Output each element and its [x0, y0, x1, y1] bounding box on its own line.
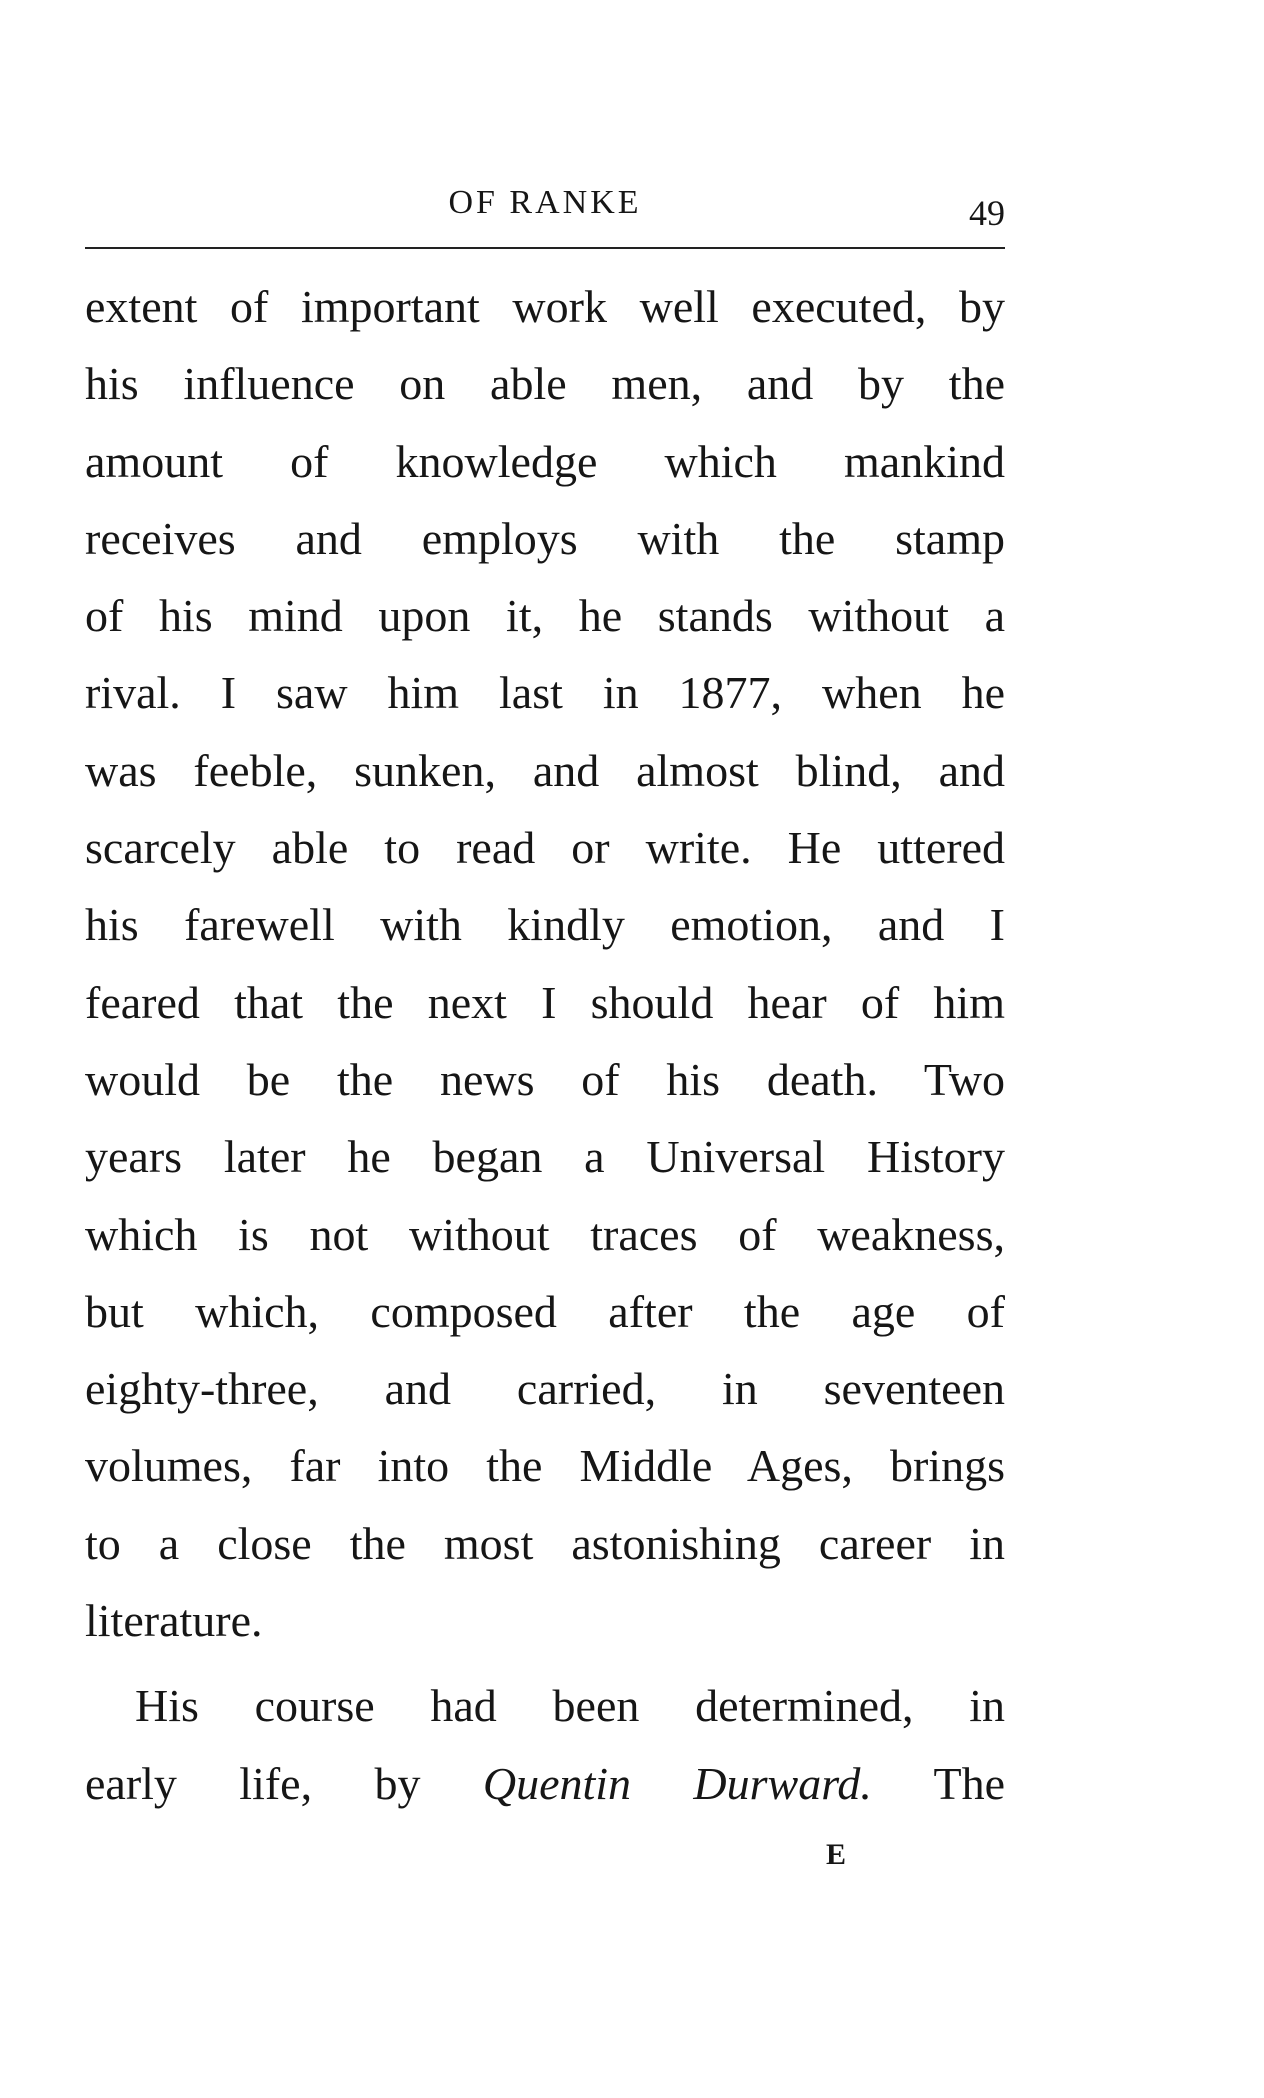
book-title-italic: Quentin Durward.: [482, 1757, 872, 1809]
paragraph-1: [85, 268, 1005, 1659]
paragraph-gap: [85, 1659, 1005, 1667]
page-number: 49: [969, 193, 1005, 233]
text-run: The: [871, 1757, 1005, 1809]
text-line: of his mind upon it, he stands without a: [85, 590, 1005, 642]
text-line: amount of knowledge which mankind: [85, 435, 1005, 487]
text-line: literature.: [85, 1595, 263, 1647]
signature-mark: E: [826, 1838, 847, 1871]
text-line: receives and employs with the stamp: [85, 512, 1005, 564]
text-line: his farewell with kindly emotion, and I: [85, 899, 1005, 951]
text-line: years later he began a Universal History: [85, 1131, 1005, 1183]
paragraph-2: [85, 1667, 1005, 1822]
text-line: to a close the most astonishing career in: [85, 1517, 1005, 1569]
text-line: which is not without traces of weakness,: [85, 1208, 1005, 1260]
header-rule: [85, 247, 1005, 249]
text-line: His course had been determined, in: [135, 1680, 1005, 1732]
text-line: but which, composed after the age of: [85, 1285, 1005, 1337]
text-line: scarcely able to read or write. He uttered: [85, 822, 1005, 874]
text-line: his influence on able men, and by the: [85, 358, 1005, 410]
text-line: was feeble, sunken, and almost blind, and: [85, 744, 1005, 796]
text-line: would be the news of his death. Two: [85, 1053, 1005, 1105]
running-head: [85, 178, 1005, 238]
text-line: volumes, far into the Middle Ages, brings: [85, 1440, 1005, 1492]
text-line: rival. I saw him last in 1877, when he: [85, 667, 1005, 719]
text-line: extent of important work well executed, by: [85, 281, 1005, 332]
text-line: [85, 1745, 1005, 1822]
body-text: [85, 268, 1005, 1822]
text-line: feared that the next I should hear of him: [85, 976, 1005, 1028]
text-run: early life, by: [85, 1757, 483, 1809]
text-line: eighty-three, and carried, in seventeen: [85, 1363, 1005, 1415]
running-title: OF RANKE: [448, 184, 642, 221]
